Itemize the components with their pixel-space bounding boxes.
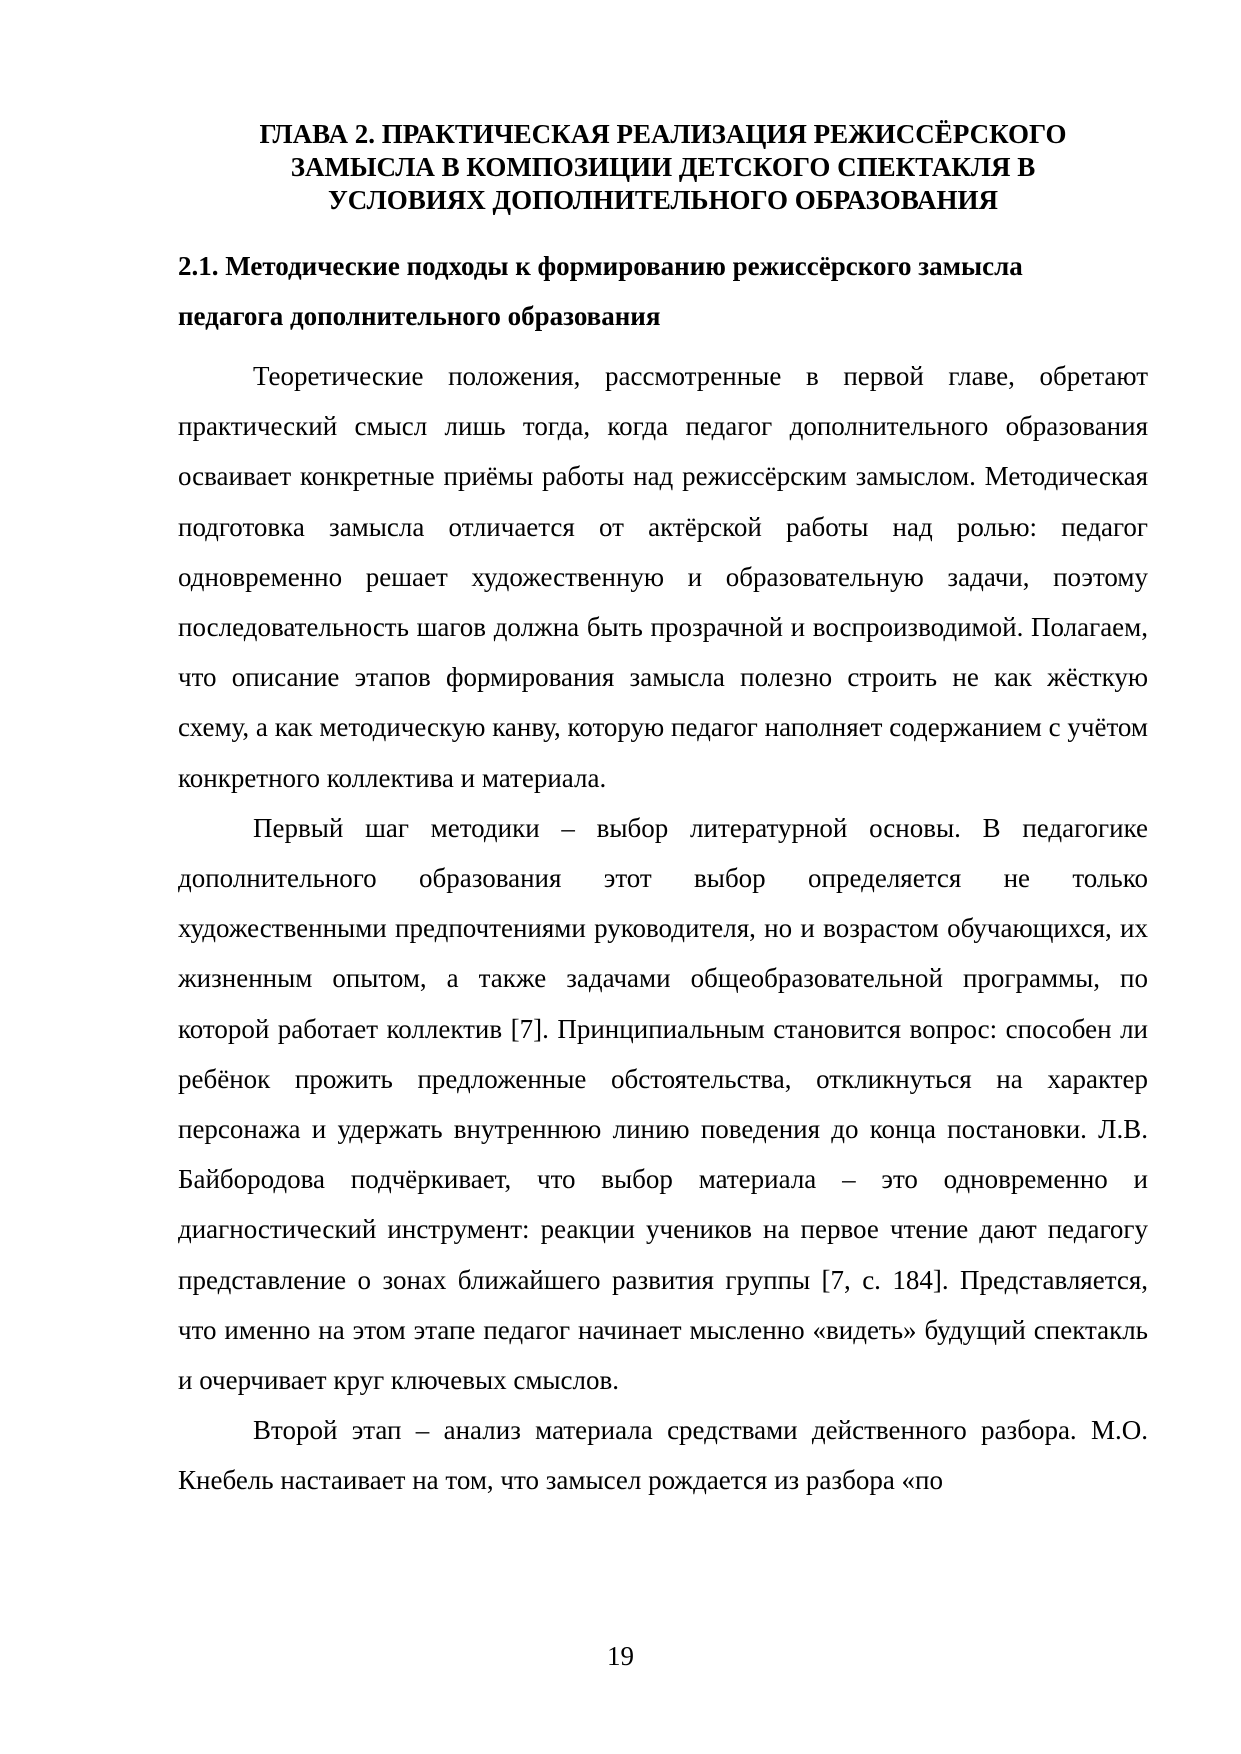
page-number: 19	[607, 1641, 634, 1671]
chapter-title	[178, 118, 1148, 217]
section-title	[178, 241, 1148, 341]
chapter-title-line: ГЛАВА 2. ПРАКТИЧЕСКАЯ РЕАЛИЗАЦИЯ РЕЖИССЁРСКОГО	[259, 119, 1067, 149]
chapter-title-line: УСЛОВИЯХ ДОПОЛНИТЕЛЬНОГО ОБРАЗОВАНИЯ	[327, 185, 999, 215]
paragraph: Теоретические положения, рассмотренные в первой главе, обретают практический смысл лишь тогда, когда педагог дополнительного образования осваивает конкретные приёмы работы над режиссёрским замыслом. Методическая подготовка замысла отличается от актёрской работы над ролью: педагог одновременно решает художественную и образовательную задачи, поэтому последовательность шагов должна быть прозрачной и воспроизводимой. Полагаем, что описание этапов формирования замысла полезно строить не как жёсткую схему, а как методическую канву, которую педагог наполняет содержанием с учётом конкретного коллектива и материала.	[178, 361, 1148, 793]
paragraph: Первый шаг методики – выбор литературной основы. В педагогике дополнительного образования этот выбор определяется не только художественными предпочтениями руководителя, но и возрастом обучающихся, их жизненным опытом, а также задачами общеобразовательной программы, по которой работает коллектив [7]. Принципиальным становится вопрос: способен ли ребёнок прожить предложенные обстоятельства, откликнуться на характер персонажа и удержать внутреннюю линию поведения до конца постановки. Л.В. Байбородова подчёркивает, что выбор материала – это одновременно и диагностический инструмент: реакции учеников на первое чтение дают педагогу представление о зонах ближайшего развития группы [7, с. 184]. Представляется, что именно на этом этапе педагог начинает мысленно «видеть» будущий спектакль и очерчивает круг ключевых смыслов.	[178, 812, 1148, 1396]
section-title-line: 2.1. Методические подходы к формированию режиссёрского замысла	[178, 251, 1023, 281]
section-title-line: педагога дополнительного образования	[178, 301, 661, 331]
paragraph: Второй этап – анализ материала средствами действенного разбора. М.О. Кнебель настаивает на том, что замысел рождается из разбора «по	[178, 1415, 1148, 1496]
body-text	[178, 351, 1148, 1506]
chapter-title-line: ЗАМЫСЛА В КОМПОЗИЦИИ ДЕТСКОГО СПЕКТАКЛЯ В	[290, 152, 1036, 182]
